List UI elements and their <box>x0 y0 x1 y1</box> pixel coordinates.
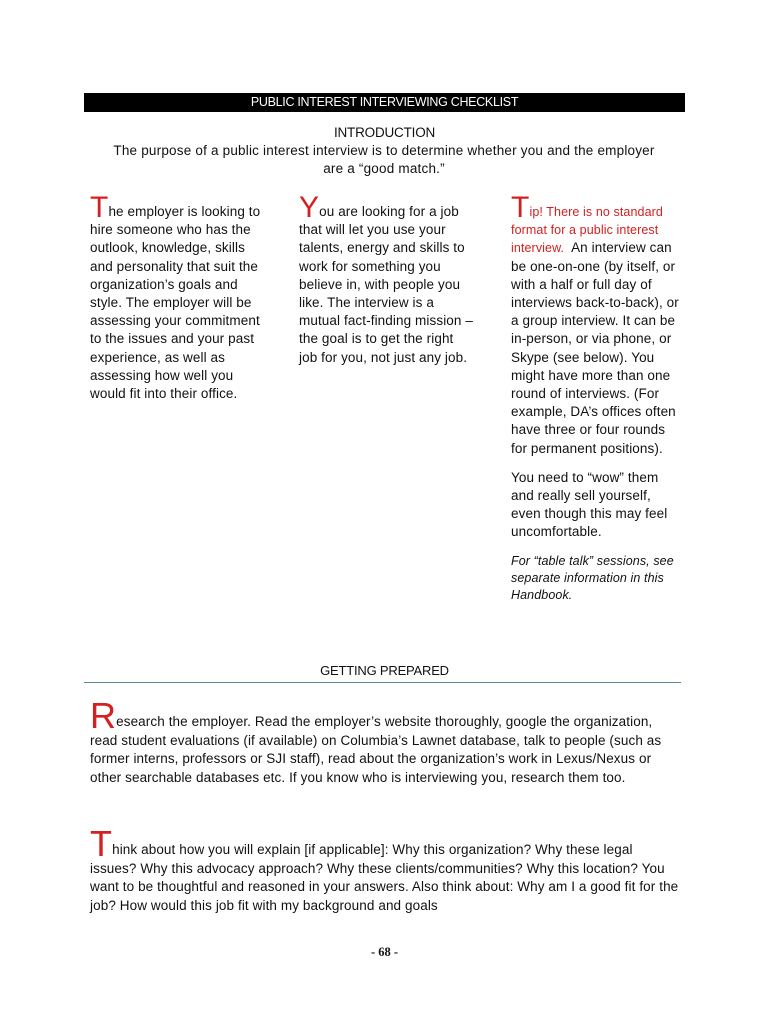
think-dropcap: T <box>90 823 113 864</box>
introduction-text: The purpose of a public interest interview is to determine whether you and the employer are a “good match.” <box>113 143 655 176</box>
think-text: hink about how you will explain [if applicable]: Why this organization? Why these legal issues? Why this advocacy approach? Why these clients/communities? Why this location? You want to be thoughtful and reasoned in your answers. Also think about: Why am I a good fit for the job? How would this job fit with my background and goals <box>90 842 679 913</box>
you-text: ou are looking for a job that will let you use your talents, energy and skills to work for something you believe in, with people you like. The interview is a mutual fact-finding mission – the goal is to get the right job for you, not just any job. <box>299 204 473 365</box>
tip-dropcap: T <box>511 191 530 224</box>
research-dropcap: R <box>90 695 117 736</box>
tip-wow-paragraph: You need to “wow” them and really sell yourself, even though this may feel uncomfortable. <box>511 469 668 540</box>
introduction-heading: INTRODUCTION <box>333 125 436 140</box>
tip-text: An interview can be one-on-one (by itself, or with a half or full day of interviews back-to-back), or a group interview. It can be in-person, or via phone, or Skype (see below). You might have more than one round of interviews. (For example, DA’s offices often have three or four rounds for permanent positions). <box>511 240 679 456</box>
section-divider <box>84 682 681 683</box>
tip-paragraph <box>511 191 681 458</box>
page-number: - 68 - <box>370 945 399 959</box>
employer-text: he employer is looking to hire someone who has the outlook, knowledge, skills and personality that suit the organization’s goals and style. The employer will be assessing your commitment to the issues and your past experience, as well as assessing how well you would fit into their office. <box>90 204 261 402</box>
tip-highlight: ip! There is no standard format for a public interest interview. <box>511 205 663 256</box>
getting-prepared-heading: GETTING PREPARED <box>320 663 449 678</box>
employer-dropcap: T <box>90 191 109 224</box>
checklist-title: PUBLIC INTEREST INTERVIEWING CHECKLIST <box>250 95 519 109</box>
you-paragraph <box>299 191 475 367</box>
research-text: esearch the employer. Read the employer’s website thoroughly, google the organization, read student evaluations (if available) on Columbia’s Lawnet database, talk to people (such as former interns, professors or SJI staff), read about the organization’s work in Lexus/Nexus or other searchable databases etc. If you know who is interviewing you, research them too. <box>90 714 662 785</box>
research-paragraph <box>90 695 682 787</box>
checklist-title-bar <box>84 93 685 112</box>
tip-column <box>511 191 681 604</box>
tip-note: For “table talk” sessions, see separate information in this Handbook. <box>511 553 674 602</box>
you-column <box>299 191 475 367</box>
you-dropcap: Y <box>299 191 320 224</box>
employer-column <box>90 191 262 403</box>
think-paragraph <box>90 823 682 915</box>
employer-paragraph <box>90 191 262 403</box>
